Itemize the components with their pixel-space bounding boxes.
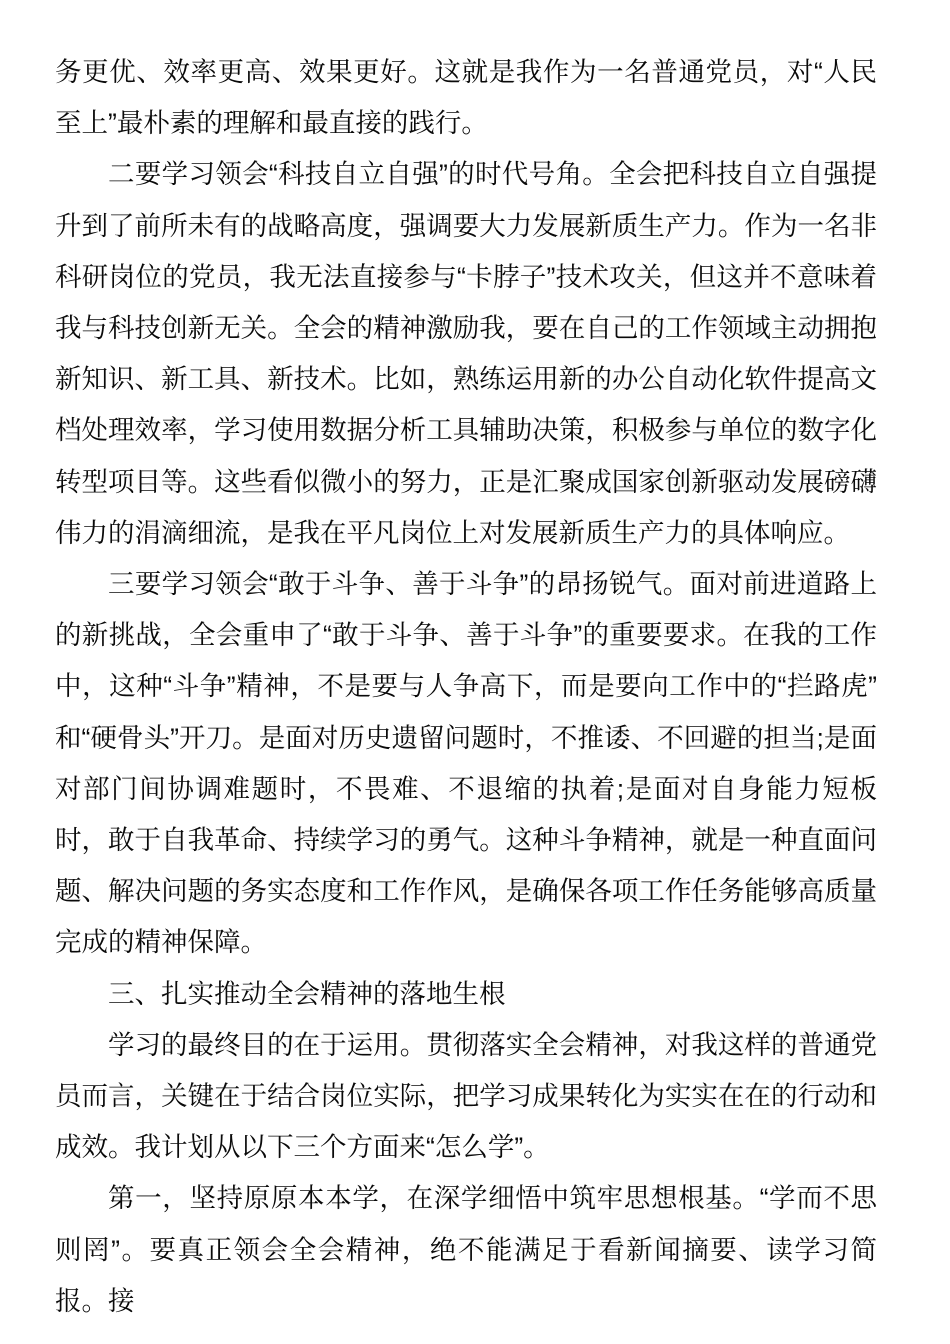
paragraph-body: 三要学习领会“敢于斗争、善于斗争”的昂扬锐气。面对前进道路上的新挑战，全会重申了“敢于斗争、善于斗争”的重要要求。在我的工作中，这种“斗争”精神，不是要与人争高下，而是要向工作中的“拦路虎”和“硬骨头”开刀。是面对历史遗留问题时，不推诿、不回避的担当;是面对部门间协调难题时，不畏难、不退缩的执着;是面对自身能力短板时，敢于自我革命、持续学习的勇气。这种斗争精神，就是一种直面问题、解决问题的务实态度和工作作风，是确保各项工作任务能够高质量完成的精神保障。 <box>55 569 877 958</box>
document-text-column <box>55 47 877 1327</box>
paragraph-body: 二要学习领会“科技自立自强”的时代号角。全会把科技自立自强提升到了前所未有的战略高度，强调要大力发展新质生产力。作为一名非科研岗位的党员，我无法直接参与“卡脖子”技术攻关，但这并不意味着我与科技创新无关。全会的精神激励我，要在自己的工作领域主动拥抱新知识、新工具、新技术。比如，熟练运用新的办公自动化软件提高文档处理效率，学习使用数据分析工具辅助决策，积极参与单位的数字化转型项目等。这些看似微小的努力，正是汇聚成国家创新驱动发展磅礴伟力的涓滴细流，是我在平凡岗位上对发展新质生产力的具体响应。 <box>55 159 877 548</box>
paragraph-body: 学习的最终目的在于运用。贯彻落实全会精神，对我这样的普通党员而言，关键在于结合岗位实际，把学习成果转化为实实在在的行动和成效。我计划从以下三个方面来“怎么学”。 <box>55 1029 877 1163</box>
paragraph-body: 第一，坚持原原本本学，在深学细悟中筑牢思想根基。“学而不思则罔”。要真正领会全会精神，绝不能满足于看新闻摘要、读学习简报。接 <box>55 1183 877 1316</box>
section-heading-three: 三、扎实推动全会精神的落地生根 <box>108 978 506 1009</box>
paragraph-continuation: 务更优、效率更高、效果更好。这就是我作为一名普通党员，对“人民至上”最朴素的理解和最直接的践行。 <box>55 57 877 139</box>
